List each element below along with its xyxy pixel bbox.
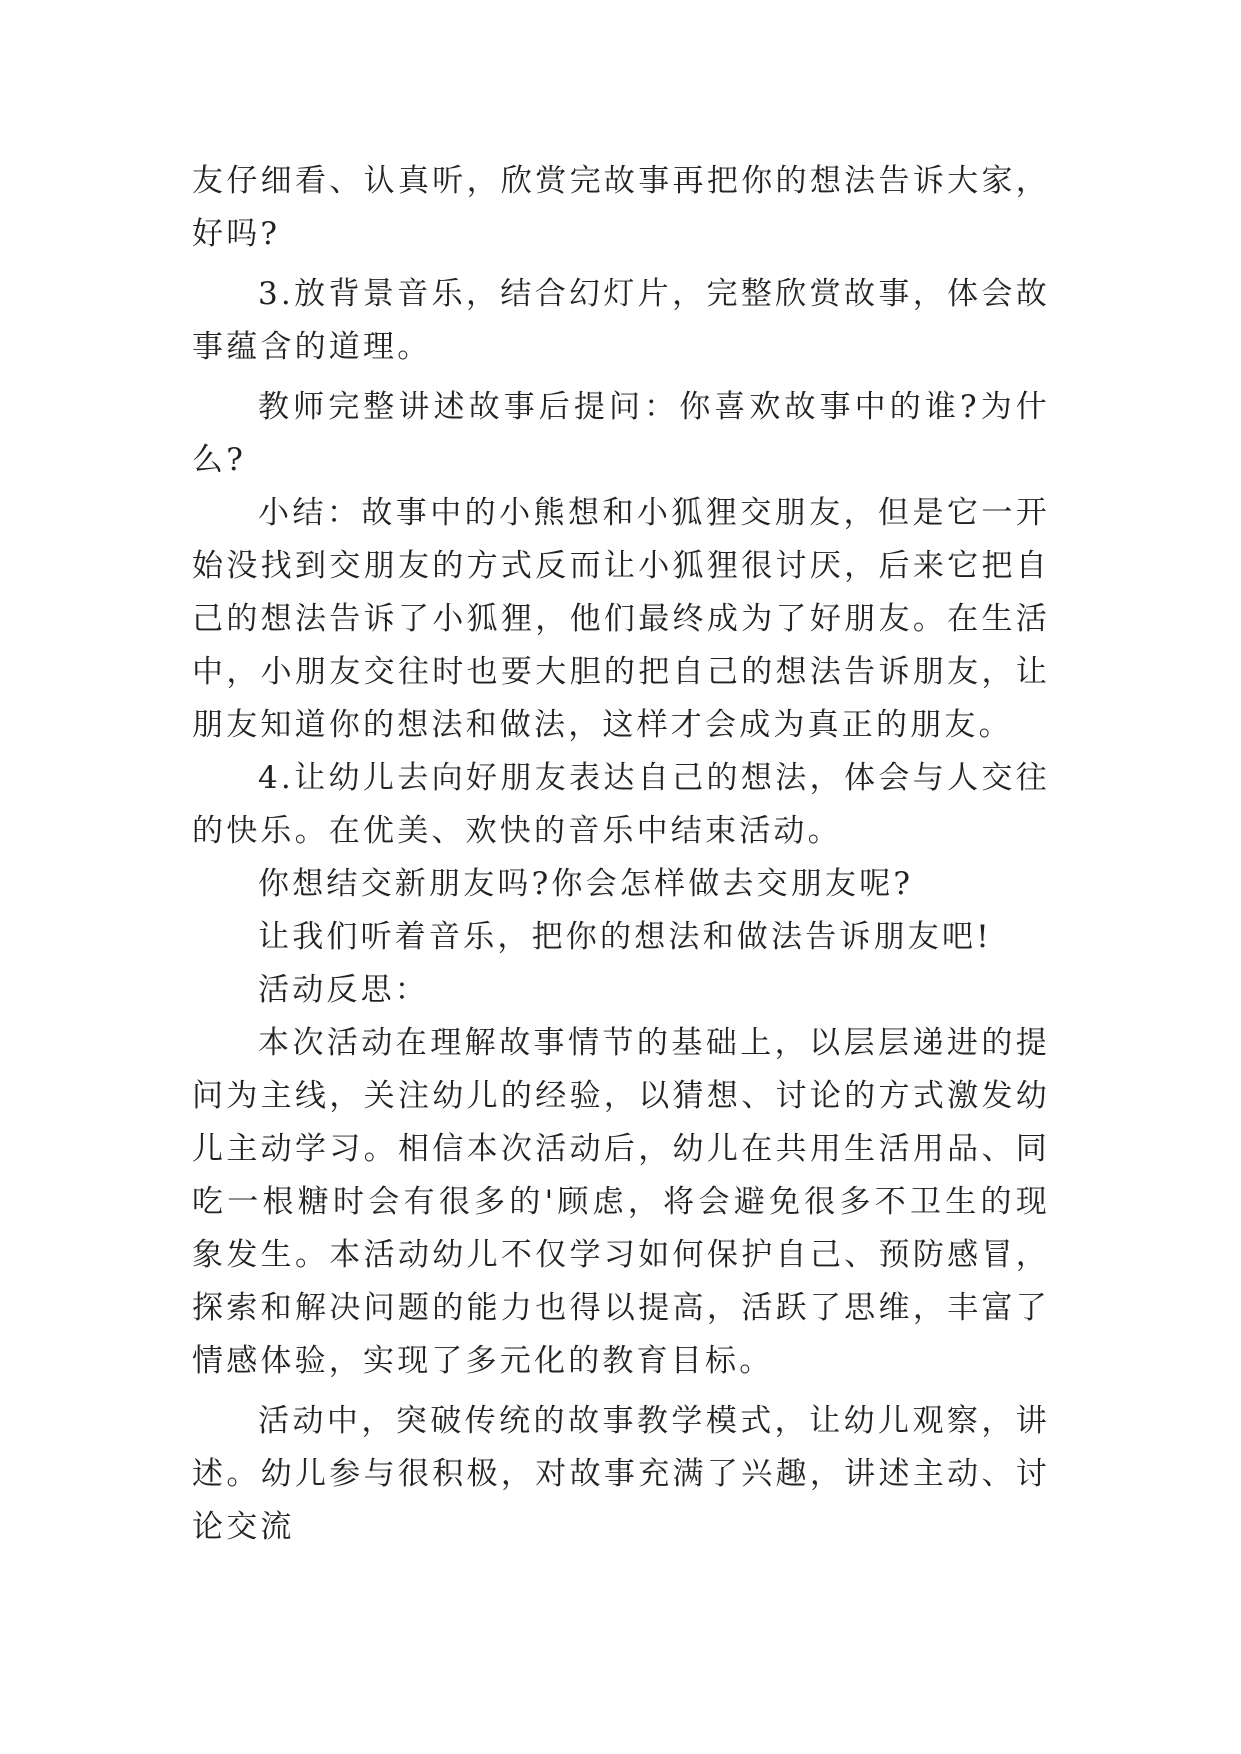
paragraph-continuation: 友仔细看、认真听，欣赏完故事再把你的想法告诉大家，好吗? xyxy=(192,163,1050,252)
paragraph-step-3: 3.放背景音乐，结合幻灯片，完整欣赏故事，体会故事蕴含的道理。 xyxy=(192,276,1050,365)
document-page xyxy=(192,155,1050,1554)
heading-reflection: 活动反思： xyxy=(258,972,429,1008)
paragraph-teacher-question: 教师完整讲述故事后提问：你喜欢故事中的谁?为什么? xyxy=(192,389,1050,478)
paragraph-listen-music: 让我们听着音乐，把你的想法和做法告诉朋友吧! xyxy=(258,919,992,955)
paragraph-reflection-1: 本次活动在理解故事情节的基础上，以层层递进的提问为主线，关注幼儿的经验，以猜想、讨论的方式激发幼儿主动学习。相信本次活动后，幼儿在共用生活用品、同吃一根糖时会有很多的'顾虑，将会避免很多不卫生的现象发生。本活动幼儿不仅学习如何保护自己、预防感冒，探索和解决问题的能力也得以提高，活跃了思维，丰富了情感体验，实现了多元化的教育目标。 xyxy=(192,1025,1050,1379)
paragraph-summary: 小结：故事中的小熊想和小狐狸交朋友，但是它一开始没找到交朋友的方式反而让小狐狸很讨厌，后来它把自己的想法告诉了小狐狸，他们最终成为了好朋友。在生活中，小朋友交往时也要大胆的把自己的想法告诉朋友，让朋友知道你的想法和做法，这样才会成为真正的朋友。 xyxy=(192,495,1050,743)
paragraph-reflection-2: 活动中，突破传统的故事教学模式，让幼儿观察，讲述。幼儿参与很积极，对故事充满了兴趣，讲述主动、讨论交流 xyxy=(192,1403,1050,1545)
paragraph-step-4: 4.让幼儿去向好朋友表达自己的想法，体会与人交往的快乐。在优美、欢快的音乐中结束活动。 xyxy=(192,760,1050,849)
paragraph-question-friends: 你想结交新朋友吗?你会怎样做去交朋友呢? xyxy=(258,866,914,902)
